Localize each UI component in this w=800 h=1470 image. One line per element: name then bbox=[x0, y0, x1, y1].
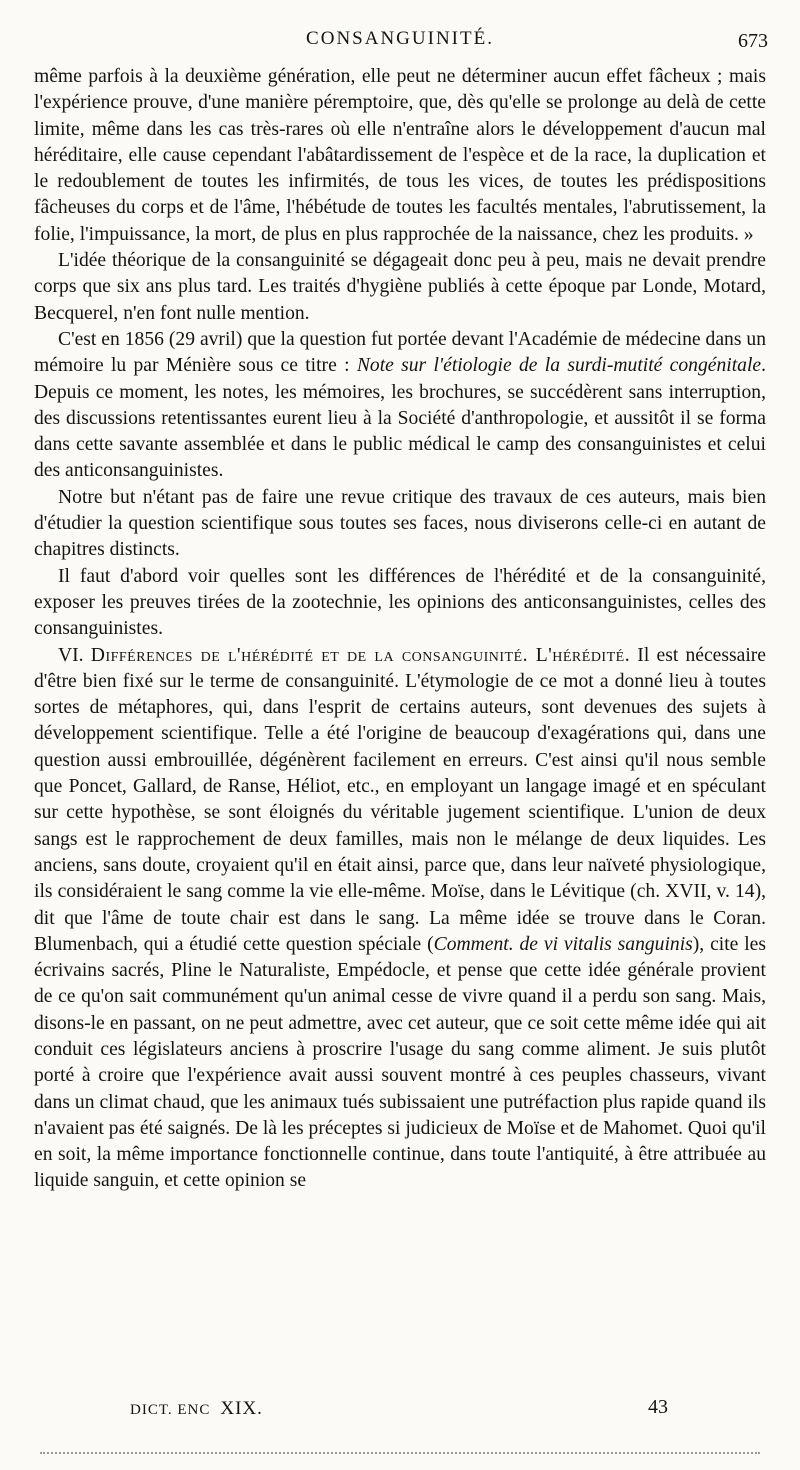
running-head bbox=[32, 28, 768, 56]
running-title: CONSANGUINITÉ. bbox=[306, 28, 494, 49]
paragraph-2: L'idée théorique de la consanguinité se dégageait donc peu à peu, mais ne devait prendre corps que six ans plus tard. Les traités d'hygiène publiés à cette époque par Londe, Motard, Becquerel, n'en font nulle mention. bbox=[34, 250, 766, 324]
scan-edge-rule bbox=[40, 1452, 760, 1454]
sheet-number: 43 bbox=[648, 1396, 668, 1418]
section-heading: Différences de l'hérédité et de la consanguinité. bbox=[90, 644, 529, 666]
paragraph-3 bbox=[34, 327, 766, 485]
page-number: 673 bbox=[738, 30, 768, 52]
paragraph-5: Il faut d'abord voir quelles sont les différences de l'hérédité et de la consanguinité, exposer les preuves tirées de la zootechnie, les opinions des anticonsanguinistes, celles des consanguinistes. bbox=[34, 565, 766, 640]
paragraph-6-text-end: ), cite les écrivains sacrés, Pline le Naturaliste, Empédocle, et pense que cette idée générale provient de ce qu'on sait communément qu'un animal cesse de vivre quand il a perdu son sang. Mais, disons-le en passant, on ne peut admettre, avec cet auteur, que ce soit cette même idée qui ait conduit ces législateurs anciens à proscrire l'usage du sang comme aliment. Je suis plutôt porté à croire que l'expérience avait aussi souvent montré à ces peuples chasseurs, vivant dans un climat chaud, que les animaux tués subissaient une putréfaction plus rapide quand ils n'avaient pas été saignés. De là les préceptes si judicieux de Moïse et de Mahomet. Quoi qu'il en soit, la même importance fonctionnelle continue, dans toute l'antiquité, à être attribuée au liquide sanguin, et cette opinion se bbox=[34, 933, 766, 1192]
cited-title-menière: Note sur l'étiologie de la surdi-mutité congénitale bbox=[356, 355, 762, 377]
section-number: VI. bbox=[58, 644, 91, 666]
paragraph-4: Notre but n'étant pas de faire une revue critique des travaux de ces auteurs, mais bien d'étudier la question scientifique sous toutes ses faces, nous diviserons celle-ci en autant de chapitres distincts. bbox=[34, 486, 766, 561]
paragraph-3-text-start: C'est en 1856 (29 avril) que la question fut portée devant l'Académie de médecine dans un mémoire lu par Ménière sous ce titre : bbox=[34, 328, 766, 377]
paragraph-6-text-start: Il est nécessaire d'être bien fixé sur le terme de consanguinité. L'étymologie de ce mot a donné lieu à toutes sortes de métaphores, qui, dans l'esprit de certains auteurs, sont devenues des sujets à développement scientifique. Telle a été l'origine de beaucoup d'exagérations qui, dans une question aussi embrouillée, dégénèrent facilement en erreurs. C'est ainsi qu'il nous semble que Poncet, Gallard, de Ranse, Héliot, etc., en employant un langage imagé et en spéculant sur cette hypothèse, se sont éloignés du véritable jugement scientifique. L'union de deux sangs est le rapprochement de deux familles, mais non le mélange de deux liquides. Les anciens, sans doute, croyaient qu'il en était ainsi, parce que, dans leur naïveté physiologique, ils considéraient le sang comme la vie elle-même. Moïse, dans le Lévitique (ch. XVII, v. 14), dit que l'âme de toute chair est dans le sang. La même idée se trouve dans le Coran. Blumenbach, qui a étudié cette question spéciale ( bbox=[34, 644, 766, 955]
paragraph-1: même parfois à la deuxième génération, elle peut ne déterminer aucun effet fâcheux ; mais l'expérience prouve, d'une manière péremptoire, que, dès qu'elle se prolonge au delà de cette limite, même dans les cas très-rares où elle n'entraîne alors le développement d'aucun mal héréditaire, elle cause cependant l'abâtardissement de l'espèce et de la race, la duplication et le redoublement de toutes les infirmités, de tous les vices, de toutes les prédispositions fâcheuses du corps et de l'âme, l'hébétude de toutes les facultés mentales, l'abrutissement, la folie, l'impuissance, la mort, de plus en plus rapprochée de la naissance, chez les produits. » bbox=[34, 66, 766, 245]
subsection-heading: L'hérédité. bbox=[528, 644, 631, 666]
paragraph-6 bbox=[34, 643, 766, 1195]
page-footer bbox=[130, 1398, 690, 1428]
signature-prefix: DICT. ENC bbox=[130, 1402, 211, 1418]
paragraph-3-text-end: . Depuis ce moment, les notes, les mémoires, les brochures, se succédèrent sans interruption, des discussions retentissantes eurent lieu à la Société d'anthropologie, et aussitôt il se forma dans cette savante assemblée et dans le public médical le camp des consanguinistes et celui des anticonsanguinistes. bbox=[34, 355, 766, 482]
page-body bbox=[34, 64, 766, 1195]
signature-volume: XIX. bbox=[220, 1398, 263, 1419]
printer-signature bbox=[130, 1398, 263, 1420]
cited-title-blumenbach: Comment. de vi vitalis sanguinis bbox=[433, 933, 693, 955]
